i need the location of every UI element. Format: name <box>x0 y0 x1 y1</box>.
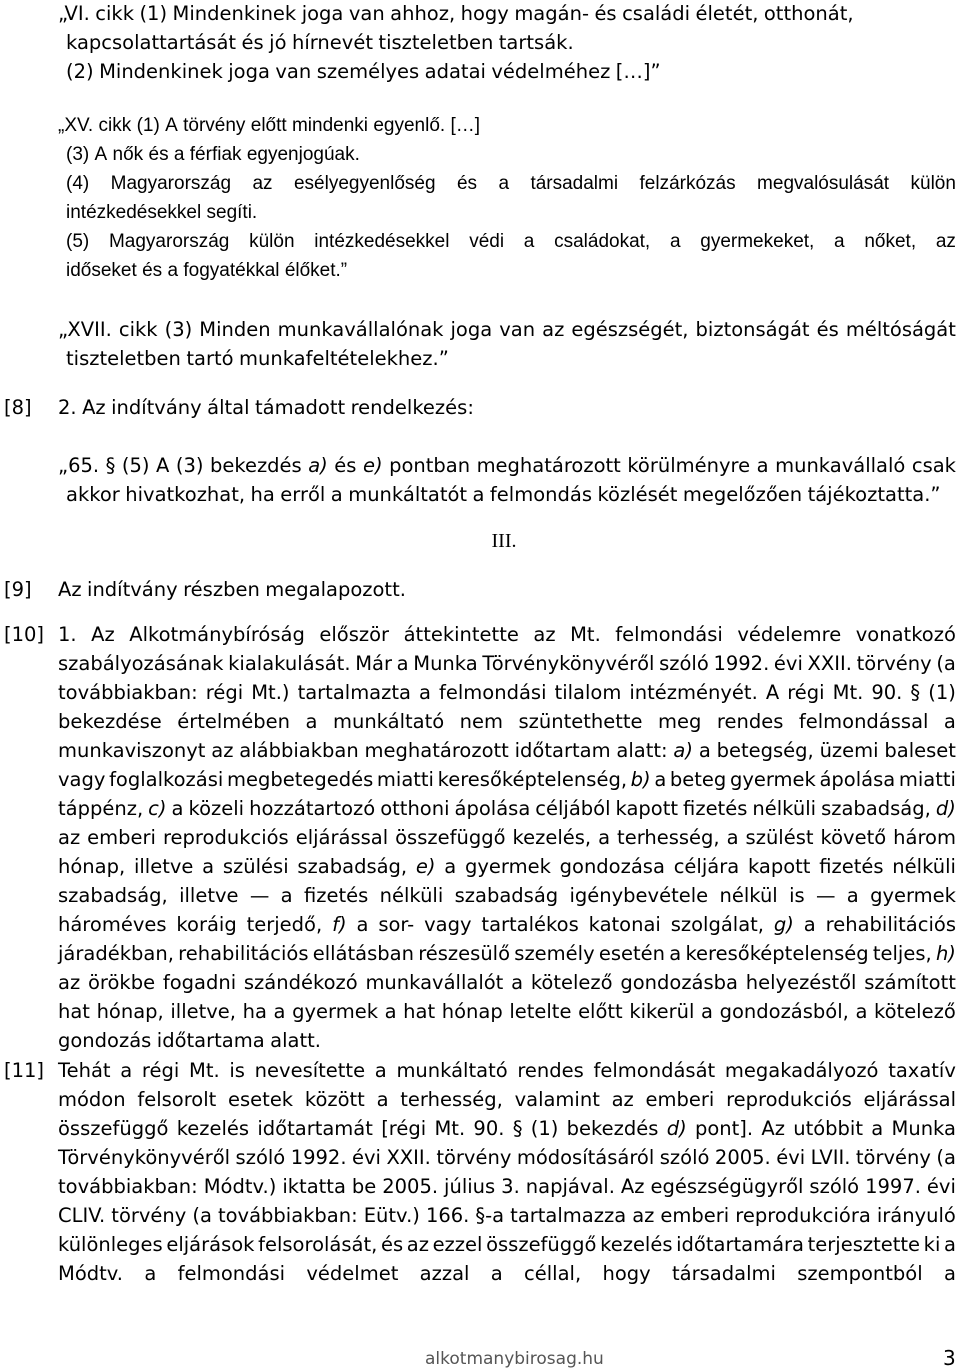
text-line: „XVII. cikk (3) Minden munkavállalónak joga van az egészségét, biztonságát és méltóságát <box>58 318 956 341</box>
text-line: „VI. cikk (1) Mindenkinek joga van ahhoz, hogy magán- és családi életét, otthonát, <box>58 2 854 25</box>
text-line: „XV. cikk (1) A törvény előtt mindenki egyenlő. […] <box>58 115 481 136</box>
text-line: bekezdése értelmében a munkáltató nem szüntethette meg rendes felmondással a <box>58 710 956 733</box>
page-number: 3 <box>943 1346 956 1370</box>
text-line: vagy foglalkozási megbetegedés miatti keresőképtelenség, b) a beteg gyermek ápolása miatti <box>58 768 956 791</box>
text-line: hároméves koráig terjedő, f) a sor- vagy tartalékos katonai szolgálat, g) a rehabilitációs <box>58 913 956 936</box>
text-line: 2. Az indítvány által támadott rendelkezés: <box>58 396 474 419</box>
text-line: hat hónap, illetve, ha a gyermek a hat hónap letelte előtt kikerül a gondozásból, a kötelező <box>58 1000 956 1023</box>
paragraph-number: [10] <box>4 623 45 646</box>
text-line: továbbiakban: Módtv.) iktatta be 2005. július 3. napjával. Az egészségügyről szóló 1997. évi <box>58 1175 956 1198</box>
text-line: járadékban, rehabilitációs ellátásban részesülő személy esetén a keresőképtelenség teljes, h) <box>58 942 956 965</box>
text-line: gondozás időtartama alatt. <box>58 1029 321 1052</box>
text-line: (3) A nők és a férfiak egyenjogúak. <box>66 144 360 165</box>
text-line: szabadság, illetve — a fizetés nélküli szabadság igénybevétele nélkül is — a gyermek <box>58 884 956 907</box>
paragraph-number: [9] <box>4 578 32 601</box>
text-line: intézkedésekkel segíti. <box>66 202 258 223</box>
text-line: szabályozásának kialakulását. Már a Munka Törvénykönyvéről szóló 1992. évi XXII. törvény (a <box>58 652 956 675</box>
paragraph-11 <box>0 1056 960 1288</box>
text-line: (2) Mindenkinek joga van személyes adatai védelméhez […]” <box>66 60 661 83</box>
text-line: (5) Magyarország külön intézkedésekkel védi a családokat, a gyermekeket, a nőket, az <box>66 231 956 252</box>
text-line: 1. Az Alkotmánybíróság először áttekintette az Mt. felmondási védelemre vonatkozó <box>58 623 956 646</box>
text-line: CLIV. törvény (a továbbiakban: Eütv.) 166. §-a tartalmazza az emberi reprodukcióra irányuló <box>58 1204 956 1227</box>
paragraph-number: [8] <box>4 396 32 419</box>
text-line: különleges eljárások felsorolását, és az ezzel összefüggő kezelés időtartamára terjesztette ki a <box>58 1233 956 1256</box>
section-heading: III. <box>491 530 517 552</box>
text-line: időseket és a fogyatékkal élőket.” <box>66 260 348 281</box>
text-line: munkaviszonyt az alábbiakban meghatározott időtartam alatt: a) a betegség, üzemi baleset <box>58 739 956 762</box>
quote-section-65 <box>0 451 960 509</box>
text-line: akkor hivatkozhat, ha erről a munkáltatót a felmondás közlését megelőzően tájékoztatta.” <box>66 483 941 506</box>
text-line: tiszteletben tartó munkafeltételekhez.” <box>66 347 449 370</box>
text-line: módon felsorolt esetek között a terhesség, valamint az emberi reprodukciós eljárással <box>58 1088 956 1111</box>
quote-article-xv <box>0 111 960 285</box>
text-line: hónap, illetve a szülési szabadság, e) a gyermek gondozása céljára kapott fizetés nélküli <box>58 855 956 878</box>
quote-article-xvii <box>0 315 960 373</box>
text-line: táppénz, c) a közeli hozzátartozó otthoni ápolása céljából kapott fizetés nélküli szabadság, d) <box>58 797 956 820</box>
text-line: az emberi reprodukciós eljárással összefüggő kezelés, a terhesség, a szülést követő három <box>58 826 956 849</box>
paragraph-number: [11] <box>4 1059 45 1082</box>
footer-site: alkotmanybirosag.hu <box>425 1349 604 1369</box>
text-line: kapcsolattartását és jó hírnevét tiszteletben tartsák. <box>66 31 574 54</box>
text-line: továbbiakban: régi Mt.) tartalmazta a felmondási tilalom intézményét. A régi Mt. 90. § (1) <box>58 681 956 704</box>
text-line: „65. § (5) A (3) bekezdés a) és e) pontban meghatározott körülményre a munkavállaló csak <box>58 454 956 477</box>
quote-article-vi <box>0 0 960 86</box>
text-line: Módtv. a felmondási védelmet azzal a céllal, hogy társadalmi szempontból a <box>58 1262 956 1285</box>
paragraph-8 <box>0 393 960 422</box>
text-line: az örökbe fogadni szándékozó munkavállalót a kötelező gondozásba helyezéstől számított <box>58 971 956 994</box>
text-line: összefüggő kezelés időtartamát [régi Mt. 90. § (1) bekezdés d) pont]. Az utóbbit a Munka <box>58 1117 956 1140</box>
text-line: Az indítvány részben megalapozott. <box>58 578 406 601</box>
paragraph-10 <box>0 620 960 1055</box>
text-line: Törvénykönyvéről szóló 1992. évi XXII. törvény módosításáról szóló 2005. évi LVII. törvény (a <box>58 1146 956 1169</box>
text-line: (4) Magyarország az esélyegyenlőség és a társadalmi felzárkózás megvalósulását külön <box>66 173 956 194</box>
text-line: Tehát a régi Mt. is nevesítette a munkáltató rendes felmondását megakadályozó taxatív <box>58 1059 956 1082</box>
paragraph-9 <box>0 575 960 604</box>
